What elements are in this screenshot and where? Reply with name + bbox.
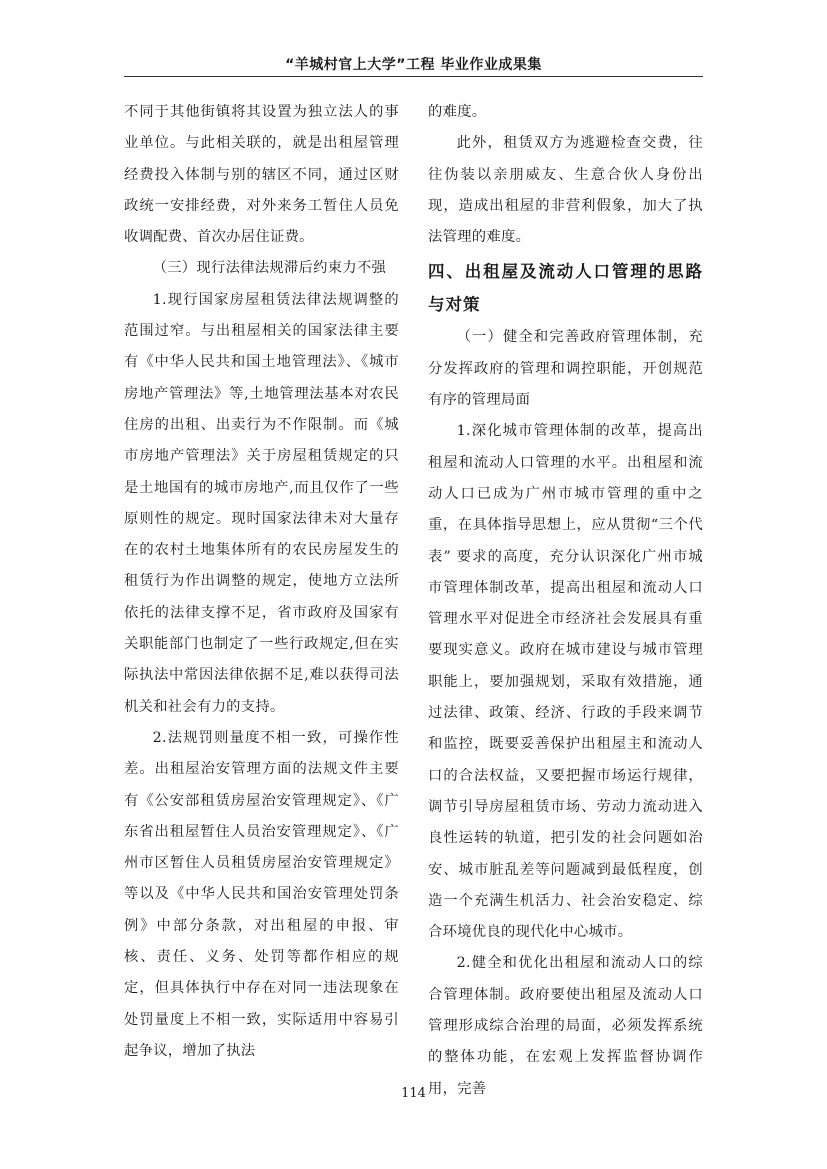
paragraph: 此外，租赁双方为逃避检查交费，往往伪装以亲朋威友、生意合伙人身份出现，造成出租屋的非营利假象，加大了执法管理的难度。 [428,135,703,246]
paragraph: 1.现行国家房屋租赁法律法规调整的范围过窄。与出租屋相关的国家法律主要有《中华人民共和国土地管理法》、《城市房地产管理法》等,土地管理法基本对农民住房的出租、出卖行为不作限制。而《城市房地产管理法》关于房屋租赁规定的只是土地国有的城市房地产,而且仅作了一些原则性的规定。现时国家法律未对大量存在的农村土地集体所有的农民房屋发生的租赁行为作出调整的规定，使地方立法所依托的法律支撑不足，省市政府及国家有关职能部门也制定了一些行政规定,但在实际执法中常因法律依据不足,难以获得司法机关和社会有力的支持。 [124,291,399,715]
page-header-title: “羊城村官上大学”工程 毕业作业成果集 [285,57,542,73]
paragraph: 的难度。 [428,104,487,120]
page-number: 114 [401,1086,426,1101]
paragraph: 1.深化城市管理体制的改革，提高出租屋和流动人口管理的水平。出租屋和流动人口已成为广州市城市管理的重中之重，在具体指导思想上，应从贯彻“三个代表” 要求的高度，充分认识深化广州市城市管理体制改革，提高出租屋和流动人口管理水平对促进全市经济社会发展具有重要现实意义。政府在城市建设与城市管理职能上，要加强规划，采取有效措施，通过法律、政策、经济、行政的手段来调节和监控，既要妥善保护出租屋主和流动人口的合法权益，又要把握市场运行规律，调节引导房屋租赁市场、劳动力流动进入良性运转的轨道，把引发的社会问题如治安、城市脏乱差等问题减到最低程度，创造一个充满生机活力、社会治安稳定、综合环境优良的现代化中心城市。 [428,423,703,941]
header-divider [124,76,703,77]
subheading: （一）健全和完善政府管理体制，充分发挥政府的管理和调控职能，开创规范有序的管理局面 [428,329,703,409]
paragraph: 不同于其他街镇将其设置为独立法人的事业单位。与此相关联的，就是出租屋管理经费投入体制与别的辖区不同，通过区财政统一安排经费，对外来务工暂住人员免收调配费、首次办居住证费。 [124,104,399,246]
section-heading: 四、出租屋及流动人口管理的思路与对策 [428,262,703,315]
paragraph: 2.法规罚则量度不相一致，可操作性差。出租屋治安管理方面的法规文件主要有《公安部租赁房屋治安管理规定》、《广东省出租屋暂住人员治安管理规定》、《广州市区暂住人员租赁房屋治安管理规定》等以及《中华人民共和国治安管理处罚条例》中部分条款，对出租屋的申报、审核、责任、义务、处罚等都作相应的规定，但具体执行中存在对同一违法现象在处罚量度上不相一致，实际适用中容易引起争议，增加了执法 [124,729,399,1059]
left-column [124,97,399,1067]
paragraph: 2.健全和优化出租屋和流动人口的综合管理体制。政府要使出租屋及流动人口管理形成综合治理的局面，必须发挥系统的整体功能，在宏观上发挥监督协调作用，完善 [428,955,703,1097]
right-column [428,97,703,1105]
subheading: （三）现行法律法规滞后约束力不强 [152,260,387,277]
